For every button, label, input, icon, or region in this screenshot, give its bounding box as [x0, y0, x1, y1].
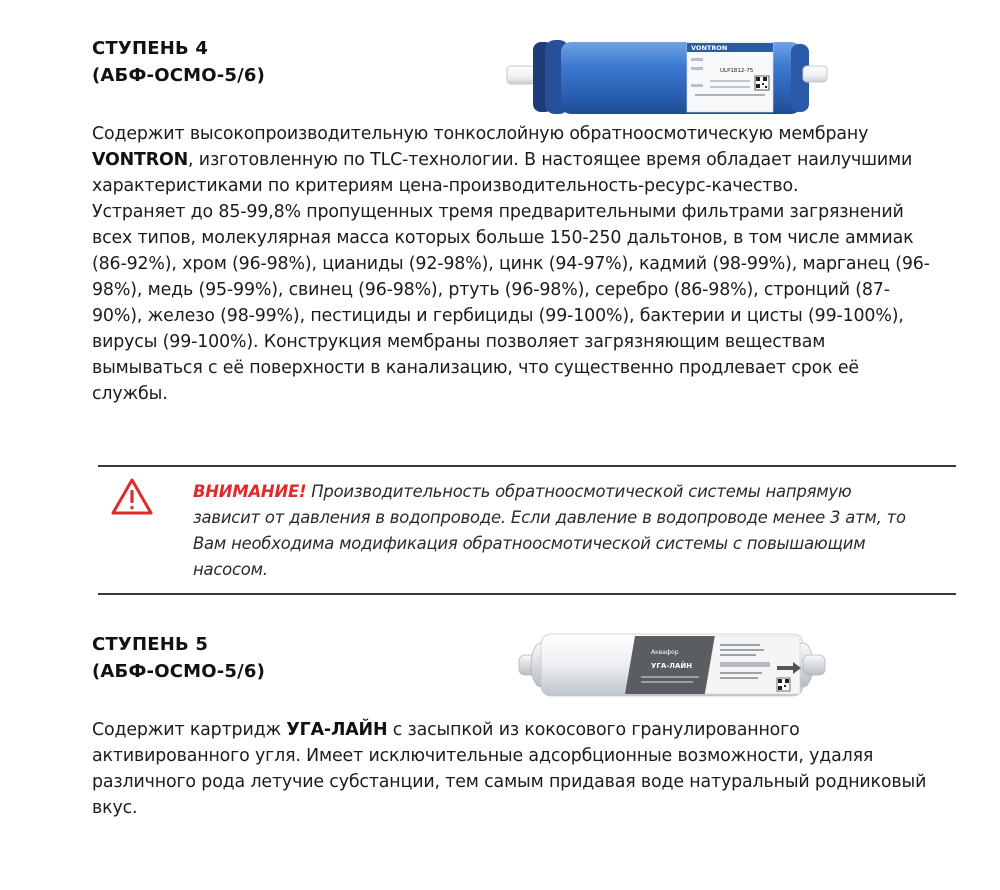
uga-line-brand: УГА-ЛАЙН — [286, 720, 388, 740]
step4-model: (АБФ-ОСМО-5/6) — [92, 65, 266, 86]
warning-message: Производительность обратноосмотической системы напрямую зависит от давления в водопроводе. Если давление в водопроводе менее 3 атм, то Вам необходима модификация обратноосмотической системы с повышающим насосом. — [193, 482, 906, 579]
vontron-brand: VONTRON — [92, 150, 189, 170]
step4-paragraph-2: Устраняет до 85-99,8% пропущенных тремя предварительными фильтрами загрязнений всех типов, молекулярная масса которых больше 150-250 дальтонов, в том числе аммиак (86-92%), хром (96-98%), цианиды (92-98%), цинк (94-97%), кадмий (98-99%), марганец (96-98%), медь (95-99%), свинец (96-98%), ртуть (96-98%), серебро (86-98%), стронций (87-90%), железо (98-99%), пестициды и гербициды (99-100%), бактерии и цисты (99-100%), вирусы (99-100%). Конструкция мембраны позволяет загрязняющим веществам вымываться с её поверхности в канализацию, что существенно продлевает срок её службы. — [92, 202, 930, 404]
membrane-brand-label: VONTRON — [691, 44, 728, 52]
step5-description — [92, 717, 932, 821]
membrane-model-label: ULP1812-75 — [720, 68, 754, 74]
step4-description — [92, 121, 932, 407]
step5-title: СТУПЕНЬ 5 — [92, 634, 209, 655]
vontron-membrane-image — [505, 36, 830, 120]
step5-paragraph: Содержит картридж УГА-ЛАЙН с засыпкой из кокосового гранулированного активированного угля. Имеет исключительные адсорбционные возможности, удаляя различного рода летучие субстанции, тем самым придавая воде натуральный родниковый вкус. — [92, 720, 927, 818]
warning-label: ВНИМАНИЕ! — [193, 482, 307, 501]
step4-title: СТУПЕНЬ 4 — [92, 38, 209, 59]
cartridge-name-label: УГА-ЛАЙН — [651, 662, 693, 670]
warning-triangle-icon — [110, 477, 154, 517]
step4-paragraph-1: Содержит высокопроизводительную тонкослойную обратноосмотическую мембрану VONTRON, изготовленную по TLC-технологии. В настоящее время обладает наилучшими характеристиками по критериям цена-производительность-ресурс-качество. — [92, 124, 913, 196]
step4-heading — [92, 35, 265, 89]
step5-heading — [92, 631, 265, 685]
warning-text — [193, 479, 923, 583]
uga-line-cartridge-image — [515, 622, 830, 706]
warning-box — [98, 465, 956, 595]
cartridge-brand-label: Аквафор — [651, 649, 679, 656]
step5-model: (АБФ-ОСМО-5/6) — [92, 661, 266, 682]
